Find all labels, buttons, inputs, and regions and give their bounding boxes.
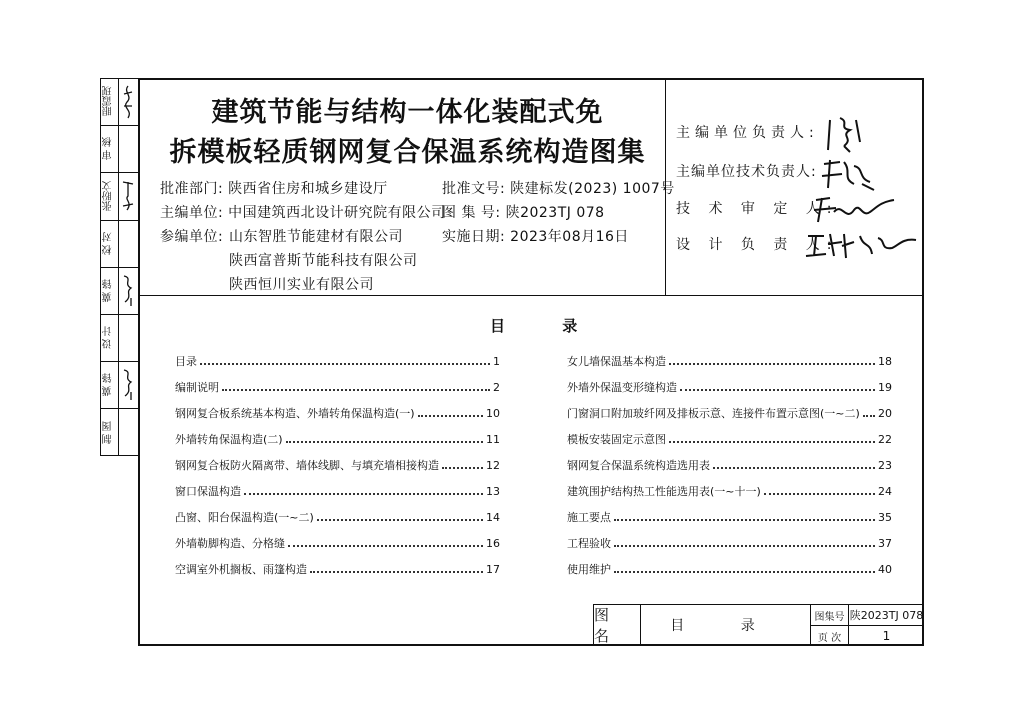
chief-unit-head: 主编单位负责人: (676, 125, 819, 141)
toc-leader-dots (713, 467, 875, 469)
toc-entry[interactable] (567, 483, 892, 499)
toc-leader-dots (680, 389, 875, 391)
toc-entry-label: 建筑围护结构热工性能选用表(一~十一) (567, 485, 761, 498)
toc-leader-dots (764, 493, 875, 495)
toc-entry-label: 目录 (175, 355, 197, 368)
title-block-name-label: 图 名 (594, 606, 616, 645)
toc-entry-label: 女儿墙保温基本构造 (567, 355, 666, 368)
toc-entry[interactable] (175, 457, 500, 473)
impl-date: 实施日期: 2023年08月16日 (442, 229, 629, 245)
strip-label-review: 审 核 (103, 136, 114, 161)
toc-entry-label: 钢网复合板系统基本构造、外墙转角保温构造(一) (175, 407, 415, 420)
toc-entry[interactable] (175, 535, 500, 551)
toc-entry-label: 窗口保温构造 (175, 485, 241, 498)
strip-label-check: 校 对 (103, 231, 114, 256)
chief-unit: 主编单位: 中国建筑西北设计研究院有限公司 (160, 205, 446, 221)
toc-entry-page: 19 (878, 381, 892, 394)
toc-entry[interactable] (567, 431, 892, 447)
toc-entry[interactable] (175, 405, 500, 421)
approve-dept: 批准部门: 陕西省住房和城乡建设厅 (160, 181, 388, 197)
toc-entry[interactable] (567, 561, 892, 577)
toc-entry[interactable] (175, 353, 500, 369)
strip-row-line (100, 172, 138, 173)
toc-leader-dots (244, 493, 483, 495)
toc-entry-label: 钢网复合保温系统构造选用表 (567, 459, 710, 472)
toc-entry-label: 工程验收 (567, 537, 611, 550)
strip-label-designer-name: 冀 锋 (103, 372, 114, 397)
toc-entry-label: 凸窗、阳台保温构造(一~二) (175, 511, 314, 524)
strip-row-line (100, 361, 138, 362)
toc-entry[interactable] (567, 379, 892, 395)
toc-leader-dots (200, 363, 490, 365)
toc-leader-dots (863, 415, 875, 417)
toc-entry[interactable] (175, 561, 500, 577)
strip-row-line (100, 220, 138, 221)
toc-entry[interactable] (567, 457, 892, 473)
toc-entry-label: 钢网复合板防火隔离带、墙体线脚、与填充墙相接构造 (175, 459, 439, 472)
toc-entry-page: 1 (493, 355, 500, 368)
toc-entry[interactable] (175, 483, 500, 499)
toc-entry-page: 10 (486, 407, 500, 420)
title-block-page-label: 页 次 (817, 632, 842, 644)
atlas-title-line1: 建筑节能与结构一体化装配式免 (211, 97, 604, 128)
atlas-no: 图 集 号: 陕2023TJ 078 (442, 205, 605, 221)
toc-entry-page: 17 (486, 563, 500, 576)
signature-image (802, 228, 922, 262)
toc-entry-label: 外墙勒脚构造、分格缝 (175, 537, 285, 550)
co-unit-label: 参编单位: (160, 229, 224, 245)
strip-label-design: 设 计 (103, 325, 114, 350)
toc-entry[interactable] (567, 535, 892, 551)
strip-row-line (100, 408, 138, 409)
design-head: 设 计 负 责 人: (676, 237, 839, 253)
title-block-atlas-value: 陕2023TJ 078 (849, 609, 924, 622)
toc-entry-page: 11 (486, 433, 500, 446)
signature-image (119, 270, 137, 310)
toc-leader-dots (222, 389, 490, 391)
toc-entry-label: 模板安装固定示意图 (567, 433, 666, 446)
toc-entry-page: 18 (878, 355, 892, 368)
signature-image (810, 192, 900, 228)
toc-entry[interactable] (175, 431, 500, 447)
strip-label-checker-name: 冀 锋 (103, 278, 114, 303)
toc-leader-dots (288, 545, 483, 547)
title-block-atlas-label: 图集号 (814, 611, 845, 623)
toc-leader-dots (669, 363, 875, 365)
title-block-name-value: 目 录 (670, 618, 781, 634)
strip-row-line (100, 125, 138, 126)
co-unit-3: 陕西恒川实业有限公司 (229, 277, 374, 293)
header-divider (138, 295, 924, 296)
toc-entry[interactable] (567, 405, 892, 421)
toc-entry-label: 外墙外保温变形缝构造 (567, 381, 677, 394)
toc-leader-dots (669, 441, 875, 443)
toc-entry-page: 16 (486, 537, 500, 550)
signature-image (119, 364, 137, 404)
toc-entry-label: 门窗洞口附加玻纤网及排板示意、连接件布置示意图(一~二) (567, 407, 860, 420)
signature-image (119, 176, 137, 216)
toc-entry[interactable] (175, 509, 500, 525)
approve-no: 批准文号: 陕建标发(2023) 1007号 (442, 181, 675, 197)
toc-entry-page: 12 (486, 459, 500, 472)
toc-entry-page: 24 (878, 485, 892, 498)
toc-entry-page: 20 (878, 407, 892, 420)
toc-entry-label: 空调室外机搁板、雨篷构造 (175, 563, 307, 576)
signature-image (820, 112, 870, 156)
toc-leader-dots (442, 467, 483, 469)
toc-leader-dots (418, 415, 483, 417)
co-unit-2: 陕西富普斯节能科技有限公司 (229, 253, 418, 269)
toc-leader-dots (317, 519, 483, 521)
atlas-title-line2: 拆模板轻质钢网复合保温系统构造图集 (169, 137, 646, 168)
chief-unit-tech-head: 主编单位技术负责人: (676, 164, 817, 180)
signature-image (818, 154, 878, 194)
toc-entry-label: 施工要点 (567, 511, 611, 524)
toc-entry[interactable] (175, 379, 500, 395)
toc-entry-page: 13 (486, 485, 500, 498)
toc-entry-page: 2 (493, 381, 500, 394)
title-block-page-value: 1 (882, 629, 891, 643)
toc-entry-page: 37 (878, 537, 892, 550)
toc-entry-page: 23 (878, 459, 892, 472)
toc-leader-dots (614, 519, 875, 521)
toc-entry-label: 编制说明 (175, 381, 219, 394)
toc-entry-label: 外墙转角保温构造(二) (175, 433, 283, 446)
toc-entry-page: 40 (878, 563, 892, 576)
toc-entry[interactable] (567, 509, 892, 525)
toc-leader-dots (310, 571, 483, 573)
toc-entry-page: 35 (878, 511, 892, 524)
toc-entry-page: 14 (486, 511, 500, 524)
toc-entry-page: 22 (878, 433, 892, 446)
co-unit-1: 山东智胜节能建材有限公司 (229, 229, 403, 245)
strip-row-line (100, 314, 138, 315)
strip-label-drawing: 制 图 (103, 420, 114, 444)
strip-row-line (100, 267, 138, 268)
toc-leader-dots (614, 571, 875, 573)
toc-leader-dots (286, 441, 483, 443)
toc-leader-dots (614, 545, 875, 547)
strip-label-editor: 眼霞现 (103, 86, 114, 117)
tech-approver: 技 术 审 定 人: (676, 201, 839, 217)
strip-label-reviewer-name: 张盼文 (103, 181, 114, 211)
signature-image (119, 82, 137, 122)
toc-entry-label: 使用维护 (567, 563, 611, 576)
toc-heading: 目 录 (490, 317, 604, 335)
toc-entry[interactable] (567, 353, 892, 369)
